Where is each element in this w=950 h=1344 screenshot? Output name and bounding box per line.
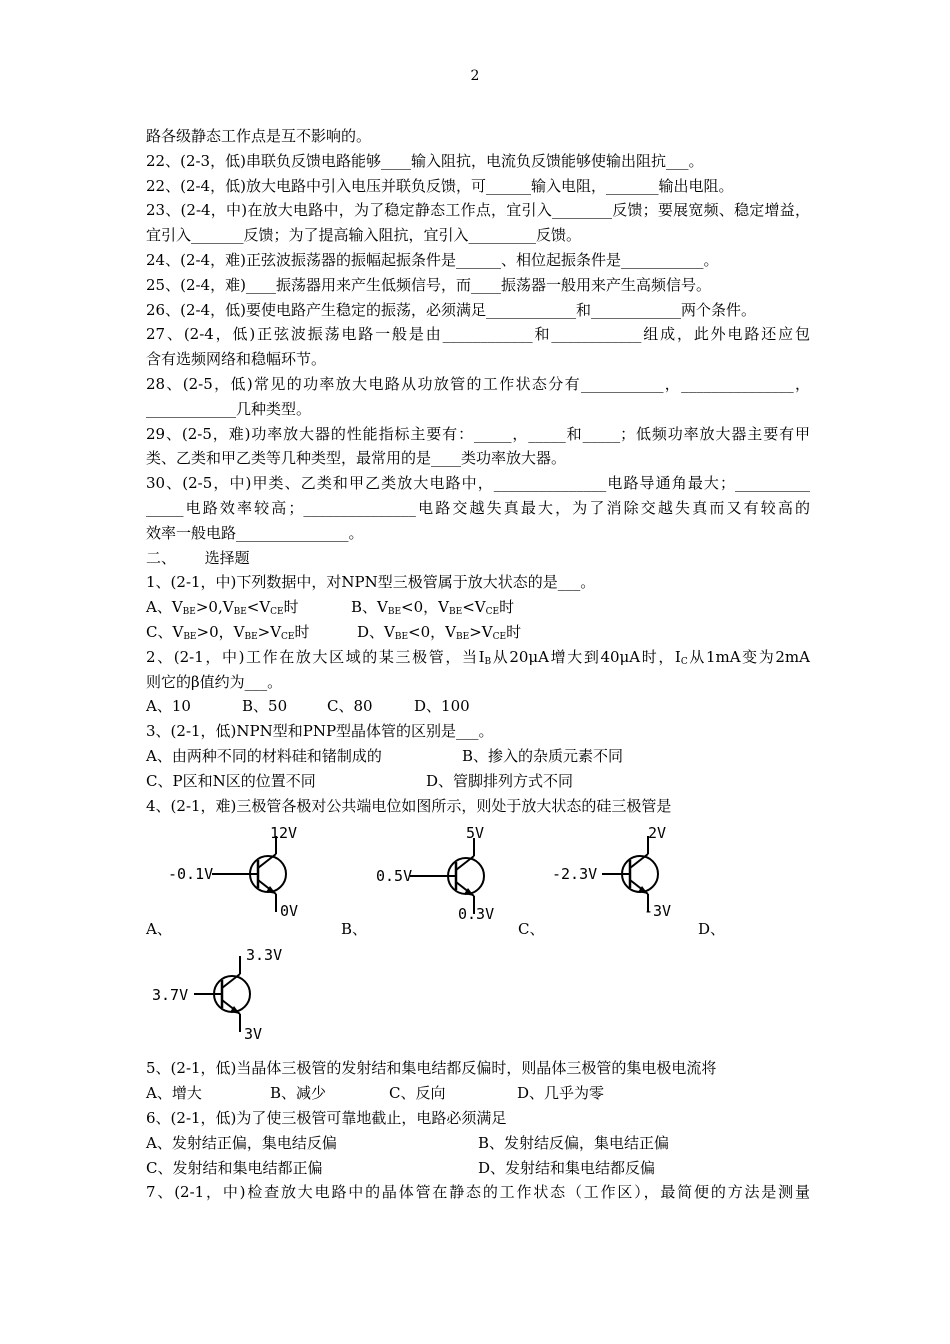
question-27: 27、(2-4，低)正弦波振荡电路一般是由____________和____________组成，此外电路还应包 [146,325,810,344]
option-d: D、几乎为零 [517,1084,605,1103]
option-a: A、增大 [146,1084,202,1103]
transistor-figure-b [376,824,498,930]
option-c: C、P区和N区的位置不同 [146,771,316,790]
option-b: B、发射结反偏，集电结正偏 [478,1133,670,1152]
figure-letter-b: B、 [341,920,368,939]
q5-options [146,1081,810,1106]
q4-figures-row2 [146,942,810,1056]
transistor-figure-a [168,824,302,930]
choice-question-7: 7、(2-1，中)检查放大电路中的晶体管在静态的工作状态（工作区），最简便的方法是测量 [146,1183,810,1202]
collector-voltage: 12V [270,824,298,843]
text-line: _____电路效率较高；_______________电路交越失真最大，为了消除交越失真而又有较高的 [146,498,810,517]
section-heading: 二、 选择题 [146,548,250,567]
q1-options-row1 [146,595,810,620]
choice-question-5: 5、(2-1，低)当晶体三极管的发射结和集电结都反偏时，则晶体三极管的集电极电流将 [146,1059,717,1078]
question-23: 23、(2-4，中)在放大电路中，为了稳定静态工作点，宜引入________反馈；要展宽频、稳定增益， [146,201,810,220]
question-25: 25、(2-4，难)____振荡器用来产生低频信号，而____振荡器一般用来产生高频信号。 [146,275,711,294]
page-number: 2 [470,68,480,84]
question-22a: 22、(2-3，低)串联负反馈电路能够____输入阻抗，电流负反馈能够使输出阻抗___。 [146,151,704,170]
question-29: 29、(2-5，难)功率放大器的性能指标主要有：_____，_____和_____；低频功率放大器主要有甲 [146,424,810,443]
choice-question-4: 4、(2-1，难)三极管各极对公共端电位如图所示，则处于放大状态的硅三极管是 [146,796,672,815]
base-voltage: -2.3V [552,865,598,884]
option-c: C、反向 [389,1084,446,1103]
q3-options-row1 [146,744,810,769]
option-d: D、发射结和集电结都反偏 [478,1158,656,1177]
q6-options-row1 [146,1131,810,1156]
question-28: 28、(2-5，低)常见的功率放大电路从功放管的工作状态分有___________，_______________， [146,374,810,393]
choice-question-6: 6、(2-1，低)为了使三极管可靠地截止，电路必须满足 [146,1108,507,1127]
text-line: 路各级静态工作点是互不影响的。 [146,127,372,145]
emitter-voltage: 3V [244,1025,263,1044]
transistor-figure-d [152,946,283,1050]
option-a: A、10 [146,697,191,716]
emitter-voltage: -3V [644,902,672,921]
option-b: B、50 [242,697,288,716]
text-line: 类、乙类和甲乙类等几种类型，最常用的是____类功率放大器。 [146,449,567,468]
question-24: 24、(2-4，难)正弦波振荡器的振幅起振条件是______、相位起振条件是___________。 [146,250,719,269]
base-voltage: -0.1V [168,865,214,884]
text-line: 效率一般电路_______________。 [146,523,364,542]
transistor-figure-c [552,824,672,930]
text-line: 宜引入_______反馈；为了提高输入阻抗，宜引入_________反馈。 [146,226,582,245]
q1-options-row2 [146,620,810,645]
figure-letter-a: A、 [146,920,172,939]
figure-letter-d: D、 [698,920,726,939]
figure-letter-c: C、 [518,920,545,939]
option-c: C、发射结和集电结都正偏 [146,1158,323,1177]
q4-figures-row1 [146,818,810,942]
base-voltage: 3.7V [152,986,189,1005]
base-voltage: 0.5V [376,867,413,886]
text-line: ____________几种类型。 [146,399,312,418]
question-26: 26、(2-4，低)要使电路产生稳定的振荡，必须满足____________和____________两个条件。 [146,300,756,319]
option-d: D、$V_{BE}<0$，$V_{BE}>V_{CE}$时 [357,622,522,642]
choice-question-3: 3、(2-1，低)NPN型和PNP型晶体管的区别是___。 [146,722,494,741]
q6-options-row2 [146,1156,810,1181]
option-c: C、80 [327,697,373,716]
option-b: B、$V_{BE}<0$，$V_{BE}<V_{CE}$时 [351,598,515,618]
option-d: D、100 [414,697,470,716]
choice-question-2: 2、(2-1，中)工作在放大区域的某三极管，当$I_B$从20μA增大到40μA时，$I_C$从1mA变为2mA [146,647,810,667]
text-line: 含有选频网络和稳幅环节。 [146,350,327,369]
collector-voltage: 5V [466,824,485,843]
option-b: B、掺入的杂质元素不同 [462,746,624,765]
emitter-voltage: 0.3V [458,905,495,924]
option-d: D、管脚排列方式不同 [426,771,574,790]
emitter-voltage: 0V [280,902,299,921]
collector-voltage: 2V [648,824,667,843]
option-b: B、减少 [270,1084,327,1103]
collector-voltage: 3.3V [246,946,283,965]
option-a: A、发射结正偏，集电结反偏 [146,1133,337,1152]
text-line: 则它的β值约为___。 [146,672,283,691]
question-30: 30、(2-5，中)甲类、乙类和甲乙类放大电路中，_______________电路导通角最大；__________ [146,474,810,493]
option-a: A、由两种不同的材料硅和锗制成的 [146,746,382,765]
option-a: A、$V_{BE}>0,V_{BE}<V_{CE}$时 [146,598,299,618]
choice-question-1: 1、(2-1，中)下列数据中，对NPN型三极管属于放大状态的是___。 [146,573,596,592]
question-22b: 22、(2-4，低)放大电路中引入电压并联负反馈，可______输入电阻，_______输出电阻。 [146,176,734,195]
q2-options [146,694,810,719]
q3-options-row2 [146,769,810,794]
option-c: C、$V_{BE}>0$，$V_{BE}>V_{CE}$时 [146,622,310,642]
document-body [146,124,810,1205]
